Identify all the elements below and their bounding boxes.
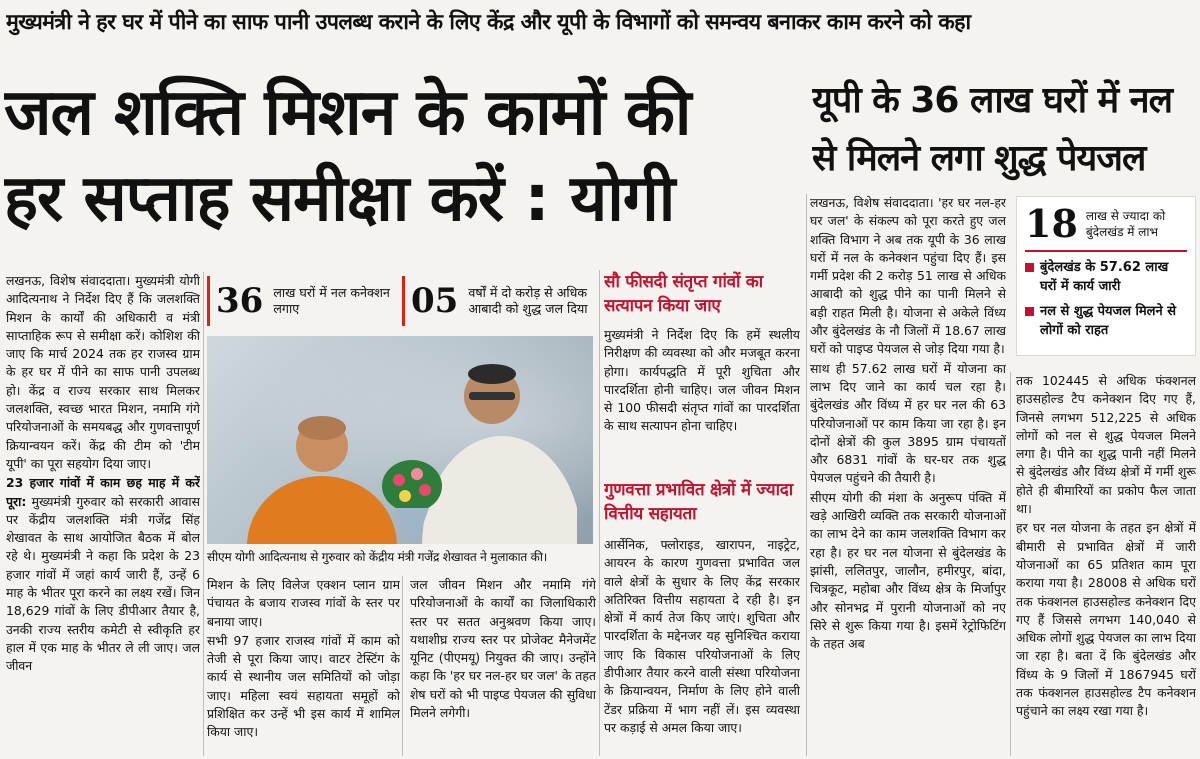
stat-number: 36: [216, 281, 264, 321]
article-column-4b: [604, 536, 800, 756]
side-headline-line2: से मिलने लगा शुद्ध पेयजल: [812, 138, 1146, 179]
article-paragraph: मुख्यमंत्री ने निर्देश दिए कि हमें स्थलीय निरीक्षण की व्यवस्था को और मजबूत करना होगा। कार्यपद्धति में पूरी शुचिता और पारदर्शिता होनी चाहिए। जल जीवन मिशन से 100 फीसदी संतृप्त गांवों का पारदर्शिता के साथ सत्यापन होना चाहिए।: [604, 327, 800, 434]
main-headline-line2: हर सप्ताह समीक्षा करें : योगी: [4, 162, 675, 236]
bouquet-icon: [377, 456, 447, 536]
paragraph-body: मुख्यमंत्री गुरुवार को सरकारी आवास पर केंद्रीय जलशक्ति मंत्री गजेंद्र सिंह शेखावत के साथ आयोजित बैठक में बोल रहे थे। मुख्यमंत्री ने कहा कि प्रदेश के 23 हजार गांवों में जहां कार्य जारी हैं, उन्हें 6 माह के भीतर पूरा करने का लक्ष्य रखें। जिन 18,629 गांवों के लिए डीपीआर तैयार है, उनकी राज्य स्तरीय कमेटी से स्वीकृति हर हाल में एक माह के भीतर ले ली जाए। जल जीवन: [6, 493, 200, 674]
column-rule: [806, 194, 807, 756]
stat-box-population: [402, 276, 596, 326]
article-column-1: [6, 272, 200, 756]
subheading-financial-aid: गुणवत्ता प्रभावित क्षेत्रों में ज्यादा वित्तीय सहायता: [604, 480, 793, 524]
article-paragraph: हर घर नल योजना के तहत इन क्षेत्रों में बीमारी से प्रभावित क्षेत्रों में जारी योजनाओं का 65 प्रतिशत काम पूरा कराया गया है। 28008 से अधिक घरों तक फंक्शनल हाउसहोल्ड कनेक्शन दिए गए हैं जिससे लगभग 140,040 से अधिक लोगों शुद्ध पेयजल का लाभ दिया जा रहा है। बता दें कि बुंदेलखंड और विंध्य के 9 जिलों में 1867945 घरों तक फंक्शनल हाउसहोल्ड टैप कनेक्शन पहुंचाने का लक्ष्य रखा गया है।: [1016, 520, 1196, 719]
article-column-2: [207, 576, 400, 756]
column-rule: [203, 272, 204, 756]
article-paragraph: साथ ही 57.62 लाख घरों में योजना का लाभ दिए जाने का कार्य चल रहा है। बुंदेलखंड और विंध्य में हर घर नल की 63 परियोजनाओं पर काम किया जा रहा है। इन दोनों क्षेत्रों की कुल 3895 ग्राम पंचायतों और 6831 गांवों के घर-घर तक शुद्ध पेयजल पहुंचने की तैयारी है।: [810, 360, 1006, 486]
photo-caption: सीएम योगी आदित्यनाथ से गुरुवार को केंद्रीय मंत्री गजेंद्र शेखावत ने मुलाकात की।: [207, 550, 548, 564]
article-paragraph: सीएम योगी की मंशा के अनुरूप पंक्ति में खड़े आखिरी व्यक्ति तक सरकारी योजनाओं का लाभ देने का काम जलशक्ति विभाग कर रहा है। हर घर नल योजना से बुंदेलखंड के झांसी, ललितपुर, जालौन, हमीरपुर, बांदा, चित्रकूट, महोबा और विंध्य क्षेत्र के मिर्जापुर और सोनभद्र में पुरानी योजनाओं को नए सिरे से शुरू किया गया है। इसमें रेट्रोफिटिंग के तहत अब: [810, 489, 1006, 652]
square-bullet-icon: [1025, 263, 1034, 272]
highlight-header-text: लाख से ज्यादा को बुंदेलखंड में लाभ: [1085, 208, 1166, 239]
highlight-item: [1025, 258, 1187, 296]
main-headline: [4, 70, 804, 250]
highlight-box: [1016, 196, 1196, 356]
side-headline: [812, 72, 1196, 190]
side-article-column-1: [810, 194, 1006, 756]
square-bullet-icon: [1025, 307, 1034, 316]
highlight-item-text: बुंदेलखंड के 57.62 लाख घरों में कार्य जारी: [1040, 260, 1169, 294]
article-column-4a: [604, 326, 800, 474]
highlight-number: 18: [1025, 201, 1078, 246]
side-headline-line1: यूपी के 36 लाख घरों में नल: [812, 80, 1173, 121]
side-article-column-2: [1016, 372, 1196, 756]
article-paragraph: आर्सेनिक, फ्लोराइड, खारापन, नाइट्रेट, आयरन के कारण गुणवत्ता प्रभावित जल वाले क्षेत्रों के सुधार के लिए केंद्र सरकार अतिरिक्त वित्तीय सहायता दे रही है। इन क्षेत्रों में कार्य तेज किए जाएं। शुचिता और पारदर्शिता के मद्देनजर यह सुनिश्चित कराया जाए कि विकास परियोजनाओं के लिए डीपीआर तैयार करने वाली संस्था परियोजना के क्रियान्वयन, निर्माण के लिए होने वाली टेंडर प्रक्रिया में भाग नहीं लें। इस व्यवस्था पर कड़ाई से अमल किया जाए।: [604, 537, 800, 735]
highlight-header: [1025, 201, 1187, 252]
stat-number: 05: [411, 281, 459, 321]
article-paragraph: सभी 97 हजार राजस्व गांवों में काम को तेजी से पूरा किया जाए। वाटर टेस्टिंग के कार्य से स्थानीय जल समितियों को जोड़ा जाए। महिला स्वयं सहायता समूहों को प्रशिक्षित कर उन्हें भी इस कार्य में शामिल किया जाए।: [207, 632, 400, 740]
paragraph-lead: 23 हजार गांवों में काम छह माह में करें पूरा:: [6, 475, 200, 509]
stat-text: लाख घरों में नल कनेक्शन लगाए: [273, 285, 390, 316]
article-paragraph: मिशन के लिए विलेज एक्शन प्लान ग्राम पंचायत के बजाय राजस्व गांवों के स्तर पर बनाया जाए।: [207, 577, 400, 629]
highlight-item: [1025, 302, 1187, 340]
column-rule: [1010, 372, 1011, 756]
highlight-item-text: नल से शुद्ध पेयजल मिलने से लोगों को राहत: [1040, 304, 1177, 338]
column-rule: [599, 270, 600, 756]
article-column-3: [410, 576, 596, 756]
article-paragraph: [6, 474, 200, 675]
article-paragraph: लखनऊ, विशेष संवाददाता। 'हर घर नल-हर घर जल' के संकल्प को पूरा करते हुए जल शक्ति विभाग ने अब तक यूपी के 36 लाख घरों में नल के कनेक्शन पहुंचा दिए हैं। इस गर्मी प्रदेश की 2 करोड़ 51 लाख से अधिक आबादी को शुद्ध पीने का पानी मिलने से बड़ी राहत मिली है। योजना से अकेले विंध्य और बुंदेलखंड के नौ जिलों में 18.67 लाख घरों को पाइप्ड पेयजल से जोड़ दिया गया है।: [810, 195, 1006, 357]
main-headline-line1: जल शक्ति मिशन के कामों की: [4, 76, 691, 150]
stat-text: वर्षों में दो करोड़ से अधिक आबादी को शुद्ध जल दिया: [468, 285, 588, 316]
column-rule: [402, 576, 403, 756]
stat-box-connections: [207, 276, 393, 326]
news-photo: [207, 336, 593, 544]
article-paragraph: जल जीवन मिशन और नमामि गंगे परियोजनाओं के कार्यों का जिलाधिकारी स्तर पर सतत अनुश्रवण किया जाए। यथाशीघ्र राज्य स्तर पर प्रोजेक्ट मैनेजमेंट यूनिट (पीएमयू) नियुक्त की जाए। उन्होंने कहा कि 'हर घर नल-हर घर जल' के तहत शेष घरों को भी पाइप्ड पेयजल की सुविधा मिलने लगेगी।: [410, 577, 596, 721]
article-paragraph: लखनऊ, विशेष संवाददाता। मुख्यमंत्री योगी आदित्यनाथ ने निर्देश दिए हैं कि जलशक्ति मिशन के कार्यों की अधिकारी व मंत्री साप्ताहिक रूप से समीक्षा करें। कोशिश की जाए कि मार्च 2024 तक हर राजस्व ग्राम के हर घर में पीने का साफ पानी उपलब्ध हो। केंद्र व राज्य सरकार साथ मिलकर जलशक्ति, स्वच्छ भारत मिशन, नमामि गंगे परियोजनाओं के समयबद्ध और गुणवत्तापूर्ण क्रियान्वयन करें। केंद्र की टीम को 'टीम यूपी' का पूरा सहयोग दिया जाए।: [6, 273, 200, 471]
article-paragraph: तक 102445 से अधिक फंक्शनल हाउसहोल्ड टैप कनेक्शन दिए गए हैं, जिनसे लगभग 512,225 से अधिक लोगों को नल से शुद्ध पेयजल मिलने लगा है। पीने का शुद्ध पानी नहीं मिलने से बुंदेलखंड और विंध्य क्षेत्रों में गर्मी शुरू होते ही बीमारियों का प्रकोप फैल जाता था।: [1016, 373, 1196, 517]
kicker-headline: मुख्यमंत्री ने हर घर में पीने का साफ पानी उपलब्ध कराने के लिए केंद्र और यूपी के विभागों को समन्वय बनाकर काम करने को कहा: [6, 10, 971, 35]
person-figure-saffron: [247, 396, 397, 544]
subheading-verification: सौ फीसदी संतृप्त गांवों का सत्यापन किया जाए: [604, 272, 763, 316]
